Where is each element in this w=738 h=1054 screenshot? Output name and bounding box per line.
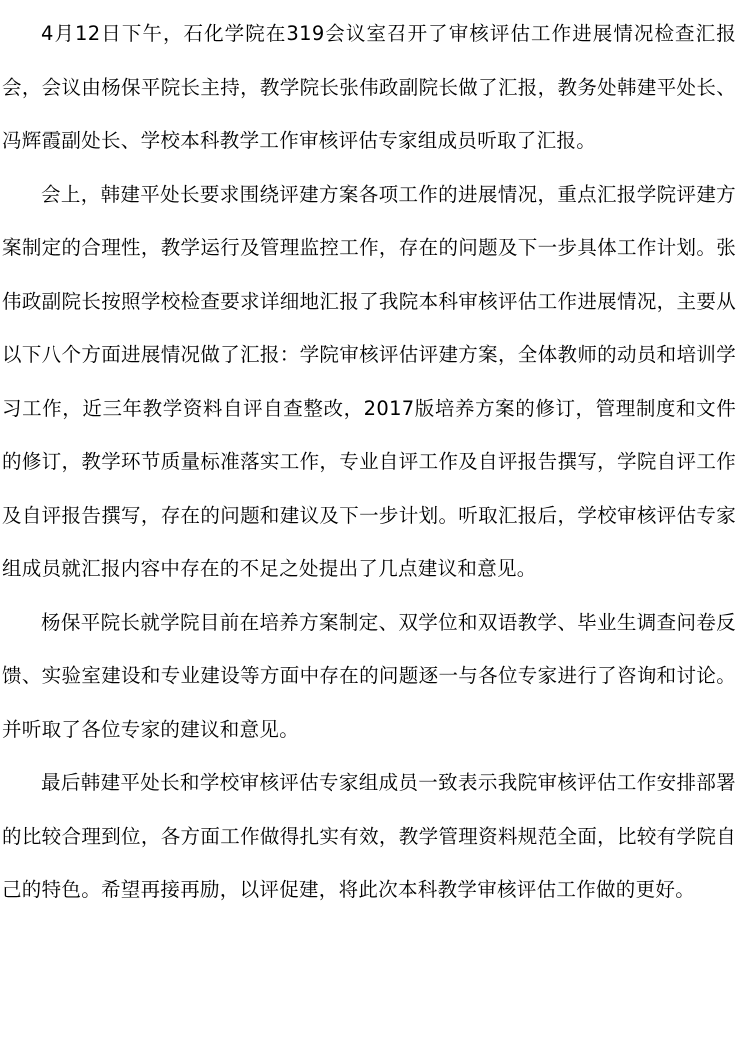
paragraph-discussion: 杨保平院长就学院目前在培养方案制定、双学位和双语教学、毕业生调查问卷反馈、实验室建设和专业建设等方面中存在的问题逐一与各位专家进行了咨询和讨论。并听取了各位专家的建议和意见。 — [2, 610, 736, 741]
paragraph-conclusion: 最后韩建平处长和学校审核评估专家组成员一致表示我院审核评估工作安排部署的比较合理到位，各方面工作做得扎实有效，教学管理资料规范全面，比较有学院自己的特色。希望再接再励，以评促建，将此次本科教学审核评估工作做的更好。 — [2, 771, 736, 901]
paragraph-report-content: 会上，韩建平处长要求围绕评建方案各项工作的进展情况，重点汇报学院评建方案制定的合理性，教学运行及管理监控工作，存在的问题及下一步具体工作计划。张伟政副院长按照学校检查要求详细地汇报了我院本科审核评估工作进展情况，主要从以下八个方面进展情况做了汇报：学院审核评估评建方案，全体教师的动员和培训学习工作，近三年教学资料自评自查整改，2017版培养方案的修订，管理制度和文件的修订，教学环节质量标准落实工作，专业自评工作及自评报告撰写，学院自评工作及自评报告撰写，存在的问题和建议及下一步计划。听取汇报后，学校审核评估专家组成员就汇报内容中存在的不足之处提出了几点建议和意见。 — [2, 182, 736, 580]
paragraph-meeting-intro: 4月12日下午，石化学院在319会议室召开了审核评估工作进展情况检查汇报会，会议由杨保平院长主持，教学院长张伟政副院长做了汇报，教务处韩建平处长、冯辉霞副处长、学校本科教学工作审核评估专家组成员听取了汇报。 — [2, 22, 736, 152]
